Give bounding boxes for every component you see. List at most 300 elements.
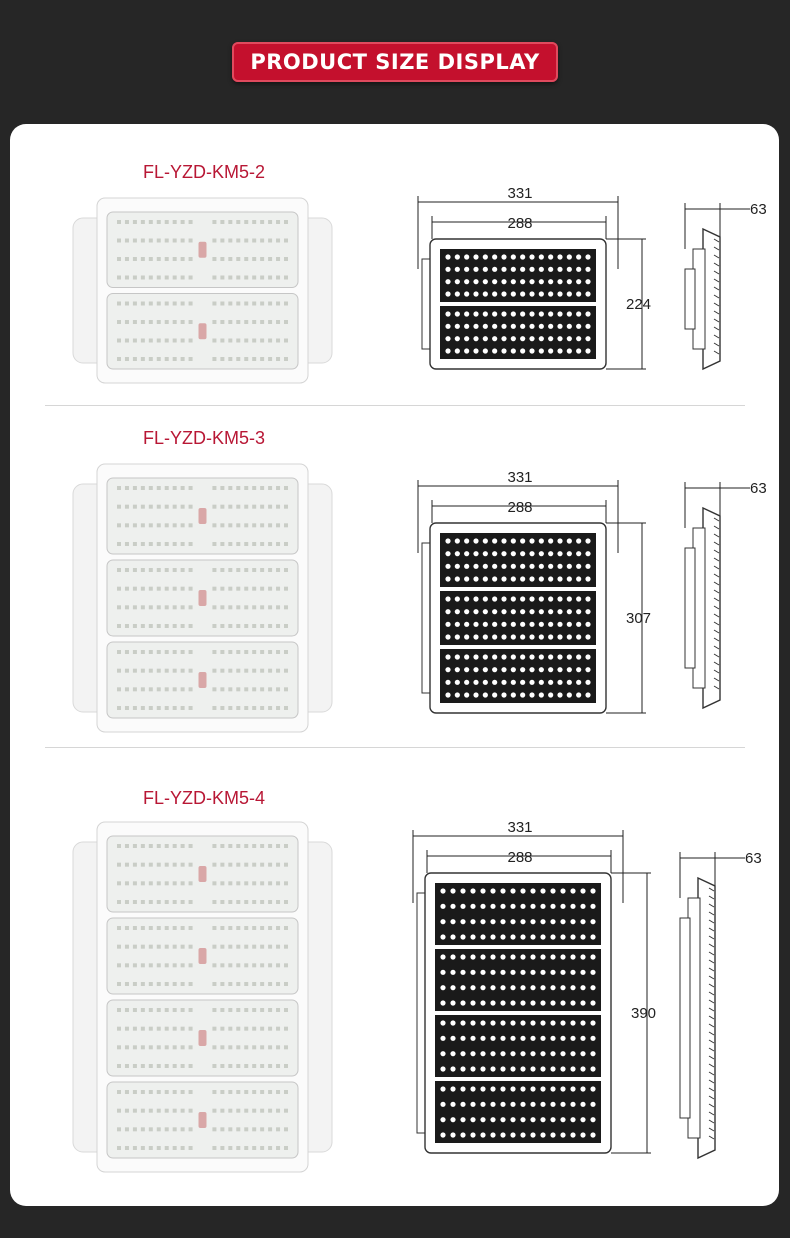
lens-circle [492, 667, 497, 672]
led-chip [252, 963, 256, 967]
led-chip [236, 706, 240, 710]
lens-circle [576, 267, 581, 272]
led-chip [252, 1008, 256, 1012]
led-chip [189, 523, 193, 527]
lens-circle [455, 291, 460, 296]
lens-circle [567, 692, 572, 697]
led-chip [284, 1027, 288, 1031]
led-chip [189, 339, 193, 343]
driver-connector [199, 323, 207, 339]
module-outline [440, 591, 596, 645]
product-photo-1 [65, 198, 340, 383]
lens-circle [440, 1117, 445, 1122]
led-chip [220, 844, 224, 848]
led-chip [117, 844, 121, 848]
lens-circle [501, 291, 506, 296]
lens-circle [560, 1086, 565, 1091]
led-chip [212, 1064, 216, 1068]
lens-circle [445, 622, 450, 627]
led-chip [212, 1027, 216, 1031]
lens-circle [560, 919, 565, 924]
led-chip [212, 624, 216, 628]
led-chip [173, 1045, 177, 1049]
lens-circle [501, 622, 506, 627]
led-chip [117, 624, 121, 628]
lens-circle [440, 1000, 445, 1005]
led-chip [268, 1127, 272, 1131]
lens-circle [570, 919, 575, 924]
led-chip [284, 669, 288, 673]
led-chip [181, 706, 185, 710]
lens-circle [500, 1066, 505, 1071]
led-chip [125, 239, 129, 243]
led-chip [212, 982, 216, 986]
led-chip [181, 542, 185, 546]
lens-circle [490, 970, 495, 975]
led-chip [133, 706, 137, 710]
lens-circle [567, 634, 572, 639]
led-chip [252, 900, 256, 904]
lens-circle [455, 564, 460, 569]
led-chip [252, 339, 256, 343]
lens-circle [590, 1036, 595, 1041]
led-chip [157, 505, 161, 509]
led-chip [212, 963, 216, 967]
led-chip [189, 320, 193, 324]
lens-circle [483, 622, 488, 627]
front-drawing-3 [390, 818, 660, 1168]
lens-circle [585, 667, 590, 672]
led-chip [212, 587, 216, 591]
led-chip [181, 302, 185, 306]
led-chip [125, 587, 129, 591]
lens-circle [529, 654, 534, 659]
led-chip [149, 1064, 153, 1068]
lens-circle [511, 576, 516, 581]
lens-circle [445, 336, 450, 341]
led-chip [149, 1127, 153, 1131]
lens-circle [511, 680, 516, 685]
led-chip [276, 523, 280, 527]
lens-circle [557, 667, 562, 672]
led-chip [125, 1146, 129, 1150]
lens-circle [480, 888, 485, 893]
lens-circle [511, 254, 516, 259]
led-chip [220, 1008, 224, 1012]
lens-circle [500, 919, 505, 924]
led-chip [141, 486, 145, 490]
lens-circle [529, 291, 534, 296]
led-chip [117, 1045, 121, 1049]
lens-circle [464, 576, 469, 581]
led-chip [268, 1008, 272, 1012]
lens-circle [530, 985, 535, 990]
lens-circle [548, 622, 553, 627]
led-chip [141, 963, 145, 967]
lens-circle [529, 622, 534, 627]
lens-circle [440, 970, 445, 975]
led-chip [260, 1027, 264, 1031]
led-chip [244, 1064, 248, 1068]
lens-circle [539, 311, 544, 316]
led-chip [276, 1027, 280, 1031]
led-chip [284, 1064, 288, 1068]
lens-circle [560, 888, 565, 893]
led-chip [220, 587, 224, 591]
led-chip [157, 257, 161, 261]
lens-circle [576, 538, 581, 543]
lens-circle [455, 634, 460, 639]
led-chip [268, 982, 272, 986]
lens-circle [576, 667, 581, 672]
lens-circle [540, 1066, 545, 1071]
led-chip [284, 1008, 288, 1012]
lens-circle [576, 324, 581, 329]
led-chip [149, 624, 153, 628]
led-chip [284, 844, 288, 848]
led-chip [165, 926, 169, 930]
lens-circle [473, 291, 478, 296]
led-chip [125, 302, 129, 306]
led-chip [244, 1045, 248, 1049]
lens-circle [520, 348, 525, 353]
led-chip [181, 963, 185, 967]
led-chip [181, 1008, 185, 1012]
led-chip [189, 1109, 193, 1113]
led-chip [212, 900, 216, 904]
lens-circle [473, 692, 478, 697]
led-chip [252, 863, 256, 867]
led-chip [117, 687, 121, 691]
lens-circle [557, 348, 562, 353]
led-chip [173, 1064, 177, 1068]
lens-circle [510, 985, 515, 990]
led-chip [284, 687, 288, 691]
led-chip [117, 945, 121, 949]
lens-circle [567, 680, 572, 685]
led-chip [276, 605, 280, 609]
led-chip [244, 1146, 248, 1150]
lens-circle [520, 985, 525, 990]
led-chip [117, 1109, 121, 1113]
lens-circle [557, 324, 562, 329]
lens-circle [539, 654, 544, 659]
led-chip [125, 1109, 129, 1113]
lens-circle [511, 538, 516, 543]
lens-circle [548, 596, 553, 601]
led-chip [173, 357, 177, 361]
led-chip [260, 926, 264, 930]
lens-circle [530, 888, 535, 893]
lens-circle [520, 576, 525, 581]
led-chip [173, 1127, 177, 1131]
led-chip [133, 1090, 137, 1094]
lens-circle [500, 1020, 505, 1025]
lens-circle [529, 551, 534, 556]
lens-circle [455, 667, 460, 672]
lens-circle [570, 970, 575, 975]
led-chip [220, 220, 224, 224]
lens-circle [501, 680, 506, 685]
led-chip [117, 276, 121, 280]
led-chip [276, 863, 280, 867]
led-chip [284, 257, 288, 261]
lens-circle [464, 622, 469, 627]
led-chip [117, 1027, 121, 1031]
lens-circle [530, 1000, 535, 1005]
led-chip [276, 568, 280, 572]
lens-circle [530, 1036, 535, 1041]
lens-circle [492, 311, 497, 316]
lens-circle [492, 680, 497, 685]
product-model-label: FL-YZD-KM5-2 [143, 162, 266, 182]
led-chip [212, 1090, 216, 1094]
led-chip [125, 357, 129, 361]
lens-circle [480, 1000, 485, 1005]
lens-circle [450, 1020, 455, 1025]
led-chip [236, 687, 240, 691]
lens-circle [570, 1000, 575, 1005]
section-divider [45, 747, 745, 748]
lens-circle [501, 336, 506, 341]
led-chip [133, 881, 137, 885]
led-chip [181, 881, 185, 885]
led-chip [149, 486, 153, 490]
led-chip [149, 568, 153, 572]
lens-circle [455, 654, 460, 659]
product-model-label: FL-YZD-KM5-3 [143, 428, 266, 448]
lens-circle [570, 1086, 575, 1091]
led-chip [236, 605, 240, 609]
lens-circle [501, 279, 506, 284]
lens-circle [557, 634, 562, 639]
lens-circle [585, 622, 590, 627]
lens-circle [492, 538, 497, 543]
lens-circle [455, 680, 460, 685]
led-chip [133, 1027, 137, 1031]
driver-connector [199, 948, 207, 964]
led-chip [173, 542, 177, 546]
led-chip [268, 1045, 272, 1049]
led-chip [260, 302, 264, 306]
led-chip [252, 320, 256, 324]
lens-circle [550, 1086, 555, 1091]
driver-connector [199, 508, 207, 524]
led-chip [165, 339, 169, 343]
lens-circle [480, 919, 485, 924]
led-chip [260, 568, 264, 572]
led-chip [165, 542, 169, 546]
lens-circle [560, 904, 565, 909]
lens-circle [500, 970, 505, 975]
module-outline [435, 1081, 601, 1143]
lens-circle [576, 348, 581, 353]
lens-circle [480, 970, 485, 975]
led-chip [220, 357, 224, 361]
led-chip [181, 1045, 185, 1049]
lens-circle [480, 904, 485, 909]
lens-circle [480, 1051, 485, 1056]
led-chip [157, 220, 161, 224]
lens-circle [539, 634, 544, 639]
led-chip [125, 945, 129, 949]
lens-circle [580, 1066, 585, 1071]
lens-circle [567, 336, 572, 341]
led-chip [268, 844, 272, 848]
led-chip [252, 1064, 256, 1068]
lens-circle [570, 1051, 575, 1056]
led-chip [252, 568, 256, 572]
led-chip [284, 523, 288, 527]
led-chip [220, 624, 224, 628]
led-chip [228, 1045, 232, 1049]
lens-circle [510, 970, 515, 975]
lens-circle [511, 324, 516, 329]
led-chip [276, 1008, 280, 1012]
lens-circle [539, 551, 544, 556]
led-chip [189, 357, 193, 361]
led-chip [141, 1045, 145, 1049]
led-chip [220, 302, 224, 306]
lens-circle [548, 654, 553, 659]
lens-circle [490, 1086, 495, 1091]
lens-circle [510, 934, 515, 939]
lens-circle [548, 267, 553, 272]
led-chip [252, 1109, 256, 1113]
lens-circle [501, 692, 506, 697]
lens-circle [483, 609, 488, 614]
led-chip [141, 863, 145, 867]
inner-width-dimension-label: 288 [507, 215, 533, 232]
lens-circle [455, 692, 460, 697]
led-chip [244, 687, 248, 691]
led-chip [276, 320, 280, 324]
led-chip [157, 1090, 161, 1094]
lens-circle [539, 680, 544, 685]
lens-circle [511, 564, 516, 569]
led-chip [157, 863, 161, 867]
lens-circle [580, 1000, 585, 1005]
lens-circle [530, 970, 535, 975]
lens-circle [510, 1036, 515, 1041]
led-chip [165, 257, 169, 261]
led-chip [149, 881, 153, 885]
lens-circle [530, 919, 535, 924]
led-chip [133, 1109, 137, 1113]
lens-circle [557, 596, 562, 601]
led-chip [268, 276, 272, 280]
led-chip [212, 542, 216, 546]
lens-circle [500, 1102, 505, 1107]
lens-circle [539, 336, 544, 341]
lens-circle [530, 1020, 535, 1025]
lens-circle [473, 279, 478, 284]
led-chip [149, 505, 153, 509]
lens-circle [455, 336, 460, 341]
led-chip [244, 982, 248, 986]
led-chip [252, 587, 256, 591]
lens-circle [470, 954, 475, 959]
lens-circle [570, 1117, 575, 1122]
lens-circle [590, 1102, 595, 1107]
led-chip [189, 1008, 193, 1012]
lens-circle [529, 692, 534, 697]
lens-circle [520, 336, 525, 341]
led-chip [284, 357, 288, 361]
lens-circle [567, 538, 572, 543]
led-chip [276, 1146, 280, 1150]
lens-circle [580, 1051, 585, 1056]
led-chip [220, 945, 224, 949]
led-chip [228, 926, 232, 930]
led-chip [181, 863, 185, 867]
led-chip [284, 706, 288, 710]
lens-circle [539, 596, 544, 601]
led-chip [157, 587, 161, 591]
led-chip [133, 963, 137, 967]
lens-circle [500, 985, 505, 990]
led-chip [189, 650, 193, 654]
led-chip [149, 542, 153, 546]
led-chip [236, 339, 240, 343]
lens-circle [567, 311, 572, 316]
led-chip [268, 302, 272, 306]
led-chip [284, 963, 288, 967]
led-chip [141, 605, 145, 609]
lens-circle [473, 336, 478, 341]
led-chip [141, 669, 145, 673]
lens-circle [580, 1036, 585, 1041]
lens-circle [464, 324, 469, 329]
led-chip [284, 1146, 288, 1150]
lens-circle [530, 934, 535, 939]
led-chip [244, 239, 248, 243]
led-chip [173, 523, 177, 527]
led-chip [252, 257, 256, 261]
lens-circle [560, 954, 565, 959]
lens-circle [473, 667, 478, 672]
lens-circle [520, 904, 525, 909]
led-chip [252, 706, 256, 710]
led-chip [284, 542, 288, 546]
led-chip [236, 1109, 240, 1113]
led-chip [236, 863, 240, 867]
lens-circle [450, 1036, 455, 1041]
product-photo-2 [65, 464, 340, 732]
lens-circle [460, 919, 465, 924]
led-chip [268, 706, 272, 710]
led-chip [149, 257, 153, 261]
led-chip [117, 1090, 121, 1094]
led-chip [268, 900, 272, 904]
led-chip [117, 1127, 121, 1131]
led-chip [260, 706, 264, 710]
led-chip [252, 239, 256, 243]
led-chip [268, 523, 272, 527]
lens-circle [460, 1036, 465, 1041]
led-chip [173, 505, 177, 509]
lens-circle [540, 919, 545, 924]
led-chip [268, 650, 272, 654]
led-chip [149, 945, 153, 949]
led-chip [236, 881, 240, 885]
lens-circle [567, 551, 572, 556]
led-chip [228, 1090, 232, 1094]
lens-circle [490, 904, 495, 909]
led-chip [252, 669, 256, 673]
lens-circle [490, 1020, 495, 1025]
lens-circle [501, 609, 506, 614]
